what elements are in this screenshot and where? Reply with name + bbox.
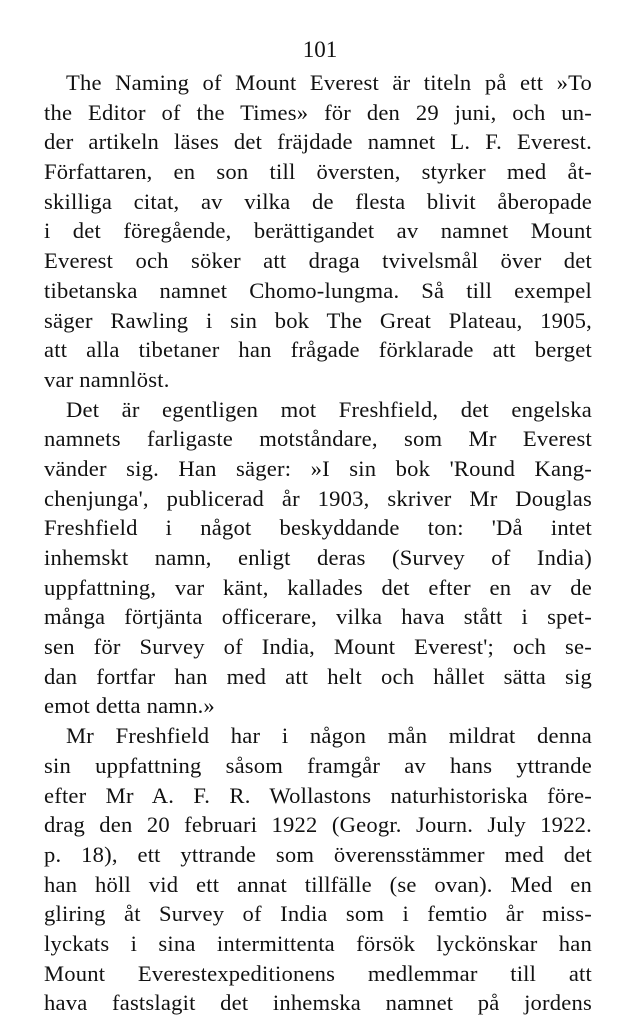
text-line: namnets farligaste motståndare, som Mr Everest [44, 426, 592, 452]
text-line: många förtjänta officerare, vilka hava stått i spet- [44, 604, 592, 630]
page-number: 101 [302, 37, 338, 62]
text-line: Författaren, en son till översten, styrker med åt- [44, 159, 592, 185]
text-line: chenjunga', publicerad år 1903, skriver Mr Douglas [44, 485, 592, 511]
text-line: p. 18), ett yttrande som överensstämmer med det [44, 841, 592, 867]
text-line: uppfattning, var känt, kallades det efter en av de [44, 574, 592, 600]
text-line: hava fastslagit det inhemska namnet på jordens [44, 990, 592, 1016]
text-line: säger Rawling i sin bok The Great Plateau, 1905, [44, 307, 592, 333]
text-line: att alla tibetaner han frågade förklarade att berget [44, 337, 592, 363]
text-line: inhemskt namn, enligt deras (Survey of India) [44, 545, 592, 570]
text-line: emot detta namn.» [44, 693, 215, 719]
text-line: vänder sig. Han säger: »I sin bok 'Round Kang- [44, 455, 592, 481]
text-line: efter Mr A. F. R. Wollastons naturhistoriska före- [44, 782, 592, 808]
body-text [44, 68, 592, 1018]
text-line: var namnlöst. [44, 366, 170, 392]
text-line: sin uppfattning såsom framgår av hans yttrande [44, 752, 592, 778]
text-line: der artikeln läses det fräjdade namnet L. F. Everest. [44, 129, 592, 155]
text-line: Mr Freshfield har i någon mån mildrat denna [66, 723, 592, 749]
text-line: lyckats i sina intermittenta försök lyckönskar han [44, 930, 592, 956]
text-line: sen för Survey of India, Mount Everest'; och se- [44, 634, 592, 660]
text-line: i det föregående, berättigandet av namnet Mount [44, 218, 592, 244]
text-line: Mount Everestexpeditionens medlemmar till att [44, 960, 592, 986]
text-line: skilliga citat, av vilka de flesta blivit åberopade [44, 188, 592, 214]
text-line: tibetanska namnet Chomo-lungma. Så till exempel [44, 277, 592, 303]
text-line: drag den 20 februari 1922 (Geogr. Journ. July 1922. [44, 812, 592, 838]
text-line: Everest och söker att draga tvivelsmål över det [44, 248, 592, 274]
text-line: Freshfield i något beskyddande ton: 'Då intet [44, 515, 592, 541]
text-line: the Editor of the Times» för den 29 juni, och un- [44, 99, 592, 125]
text-line: gliring åt Survey of India som i femtio år miss- [44, 901, 592, 927]
text-line: dan fortfar han med att helt och hållet sätta sig [44, 663, 592, 689]
text-line: han höll vid ett annat tillfälle (se ovan). Med en [44, 871, 592, 897]
text-line: The Naming of Mount Everest är titeln på ett »To [66, 70, 592, 95]
text-line: Det är egentligen mot Freshfield, det engelska [66, 396, 592, 422]
